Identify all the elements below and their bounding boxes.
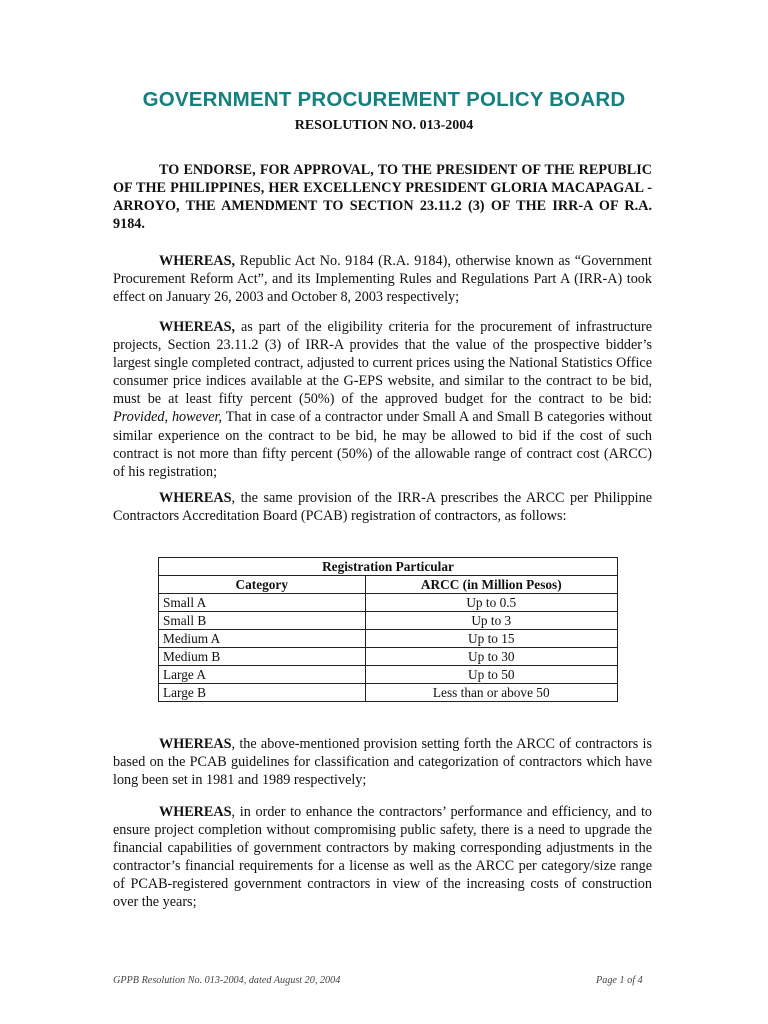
table-row [159,648,618,666]
category-cell: Large B [159,684,366,702]
registration-table [158,557,618,702]
arcc-cell: Up to 3 [365,612,617,630]
whereas-clause-2 [113,318,652,481]
table-caption: Registration Particular [159,558,618,576]
arcc-cell: Less than or above 50 [365,684,617,702]
whereas-lead: WHEREAS [159,804,232,820]
table-row [159,612,618,630]
category-cell: Large A [159,666,366,684]
arcc-cell: Up to 30 [365,648,617,666]
table-row [159,666,618,684]
table-row [159,630,618,648]
table-row [159,684,618,702]
whereas-proviso: Provided, however, [113,409,223,426]
whereas-text: Republic Act No. 9184 (R.A. 9184), otherwise known as “Government Procurement Reform Act”, and its Implementing Rules and Regulations Part A (IRR-A) took effect on January 26, 2003 and October 8, 2003 respectively; [113,253,652,306]
whereas-text: , the same provision of the IRR-A prescribes the ARCC per Philippine Contractors Accreditation Board (PCAB) registration of contractors, as follows: [113,490,652,525]
arcc-cell: Up to 50 [365,666,617,684]
whereas-text: as part of the eligibility criteria for the procurement of infrastructure projects, Section 23.11.2 (3) of IRR-A provides that the value of the prospective bidder’s largest single completed contract, adjusted to current prices using the National Statistics Office consumer price indices available at the G-EPS website, and similar to the contract to be bid, must be at least fifty percent (50%) of the approved budget for the contract to be bid: [113,319,652,408]
whereas-text: , the above-mentioned provision setting forth the ARCC of contractors is based on the PCAB guidelines for classification and categorization of contractors which have long been set in 1981 and 1989 respectively; [113,736,652,789]
column-header-arcc: ARCC (in Million Pesos) [365,576,617,594]
whereas-text: , in order to enhance the contractors’ performance and efficiency, and to ensure project completion without compromising public safety, there is a need to upgrade the financial capabilities of government contractors by making corresponding adjustments in the contractor’s financial requirements for a license as well as the ARCC per category/size range of PCAB-registered government contractors in view of the increasing costs of construction over the years; [113,804,652,911]
category-cell: Small B [159,612,366,630]
whereas-text-continued: That in case of a contractor under Small A and Small B categories without similar experience on the contract to be bid, he may be allowed to bid if the cost of such contract is not more than fifty percent (50%) of the allowable range of contract cost (ARCC) of his registration; [113,409,653,480]
resolution-title: TO ENDORSE, FOR APPROVAL, TO THE PRESIDENT OF THE REPUBLIC OF THE PHILIPPINES, HER EXCELLENCY PRESIDENT GLORIA MACAPAGAL - ARROYO, THE AMENDMENT TO SECTION 23.11.2 (3) OF THE IRR-A OF R.A. 9184. [113,162,652,233]
whereas-clause-3 [113,489,652,525]
category-cell: Small A [159,594,366,612]
page-number: Page 1 of 4 [596,975,643,986]
whereas-lead: WHEREAS [159,736,232,752]
whereas-clause-4 [113,735,652,789]
table-header-row [159,576,618,594]
whereas-lead: WHEREAS, [159,253,236,269]
board-heading: GOVERNMENT PROCUREMENT POLICY BOARD [142,88,626,111]
arcc-cell: Up to 0.5 [365,594,617,612]
resolution-number: RESOLUTION NO. 013-2004 [294,118,474,133]
whereas-lead: WHEREAS, [159,319,236,335]
table-caption-row [159,558,618,576]
whereas-lead: WHEREAS [159,490,232,506]
column-header-category: Category [159,576,366,594]
category-cell: Medium B [159,648,366,666]
whereas-clause-5 [113,803,652,912]
footer-citation: GPPB Resolution No. 013-2004, dated August 20, 2004 [113,975,341,986]
table-row [159,594,618,612]
whereas-clause-1 [113,252,652,306]
arcc-cell: Up to 15 [365,630,617,648]
category-cell: Medium A [159,630,366,648]
